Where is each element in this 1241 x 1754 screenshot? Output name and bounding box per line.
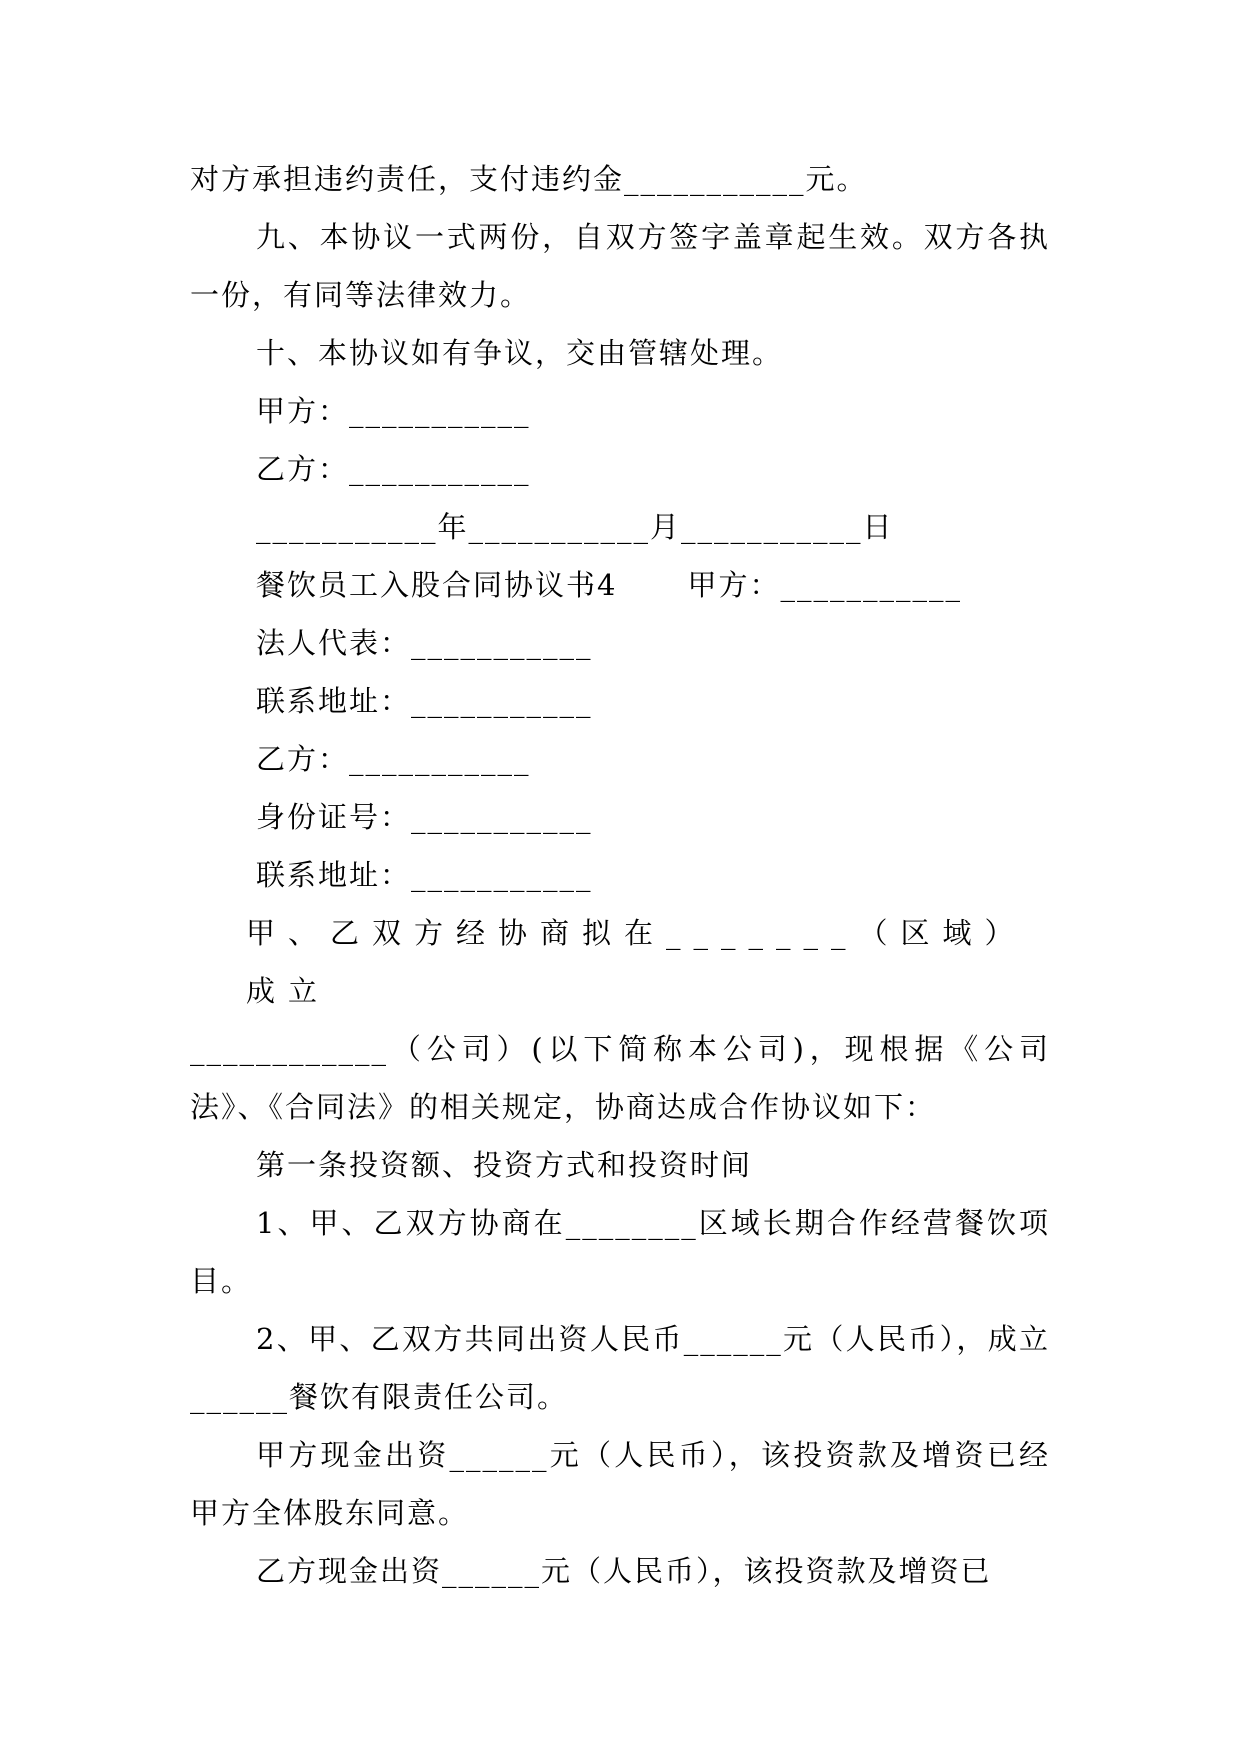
party-b-field: 乙方：___________ [256, 742, 531, 776]
intro-paragraph-line-1: 甲、乙双方经协商拟在_______（区域）成立 [246, 916, 1027, 1008]
clause-ten: 十、本协议如有争议，交由管辖处理。 [256, 336, 784, 370]
party-b-cash-contribution: 乙方现金出资______元（人民币），该投资款及增资已 [256, 1554, 992, 1588]
intro-paragraph-rest: ____________（公司）(以下简称本公司)，现根据《公司法》、《合同法》的相关规定，协商达成合作协议如下： [190, 1032, 1050, 1124]
party-a-cash-contribution: 甲方现金出资______元（人民币），该投资款及增资已经甲方全体股东同意。 [190, 1438, 1050, 1530]
contract-4-party-a: 甲方：___________ [687, 568, 962, 602]
clause-nine: 九、本协议一式两份，自双方签字盖章起生效。双方各执一份，有同等法律效力。 [190, 220, 1050, 312]
party-b-address-field: 联系地址：___________ [256, 858, 593, 892]
article-1-heading: 第一条投资额、投资方式和投资时间 [256, 1148, 753, 1182]
party-a-address-field: 联系地址：___________ [256, 684, 593, 718]
contract-4-heading-line [190, 556, 1050, 614]
signature-party-a: 甲方：___________ [256, 394, 531, 428]
legal-representative-field: 法人代表：___________ [256, 626, 593, 660]
signature-date: ___________年___________月___________日 [256, 510, 894, 544]
article-1-item-2: 2、甲、乙双方共同出资人民币______元（人民币），成立______餐饮有限责任公司。 [190, 1322, 1050, 1414]
contract-4-title: 餐饮员工入股合同协议书4 [256, 568, 618, 602]
penalty-clause-line: 对方承担违约责任，支付违约金___________元。 [190, 162, 868, 196]
document-body [190, 150, 1050, 1600]
article-1-item-1: 1、甲、乙双方协商在________区域长期合作经营餐饮项目。 [190, 1206, 1050, 1298]
id-number-field: 身份证号：___________ [256, 800, 593, 834]
signature-party-b: 乙方：___________ [256, 452, 531, 486]
